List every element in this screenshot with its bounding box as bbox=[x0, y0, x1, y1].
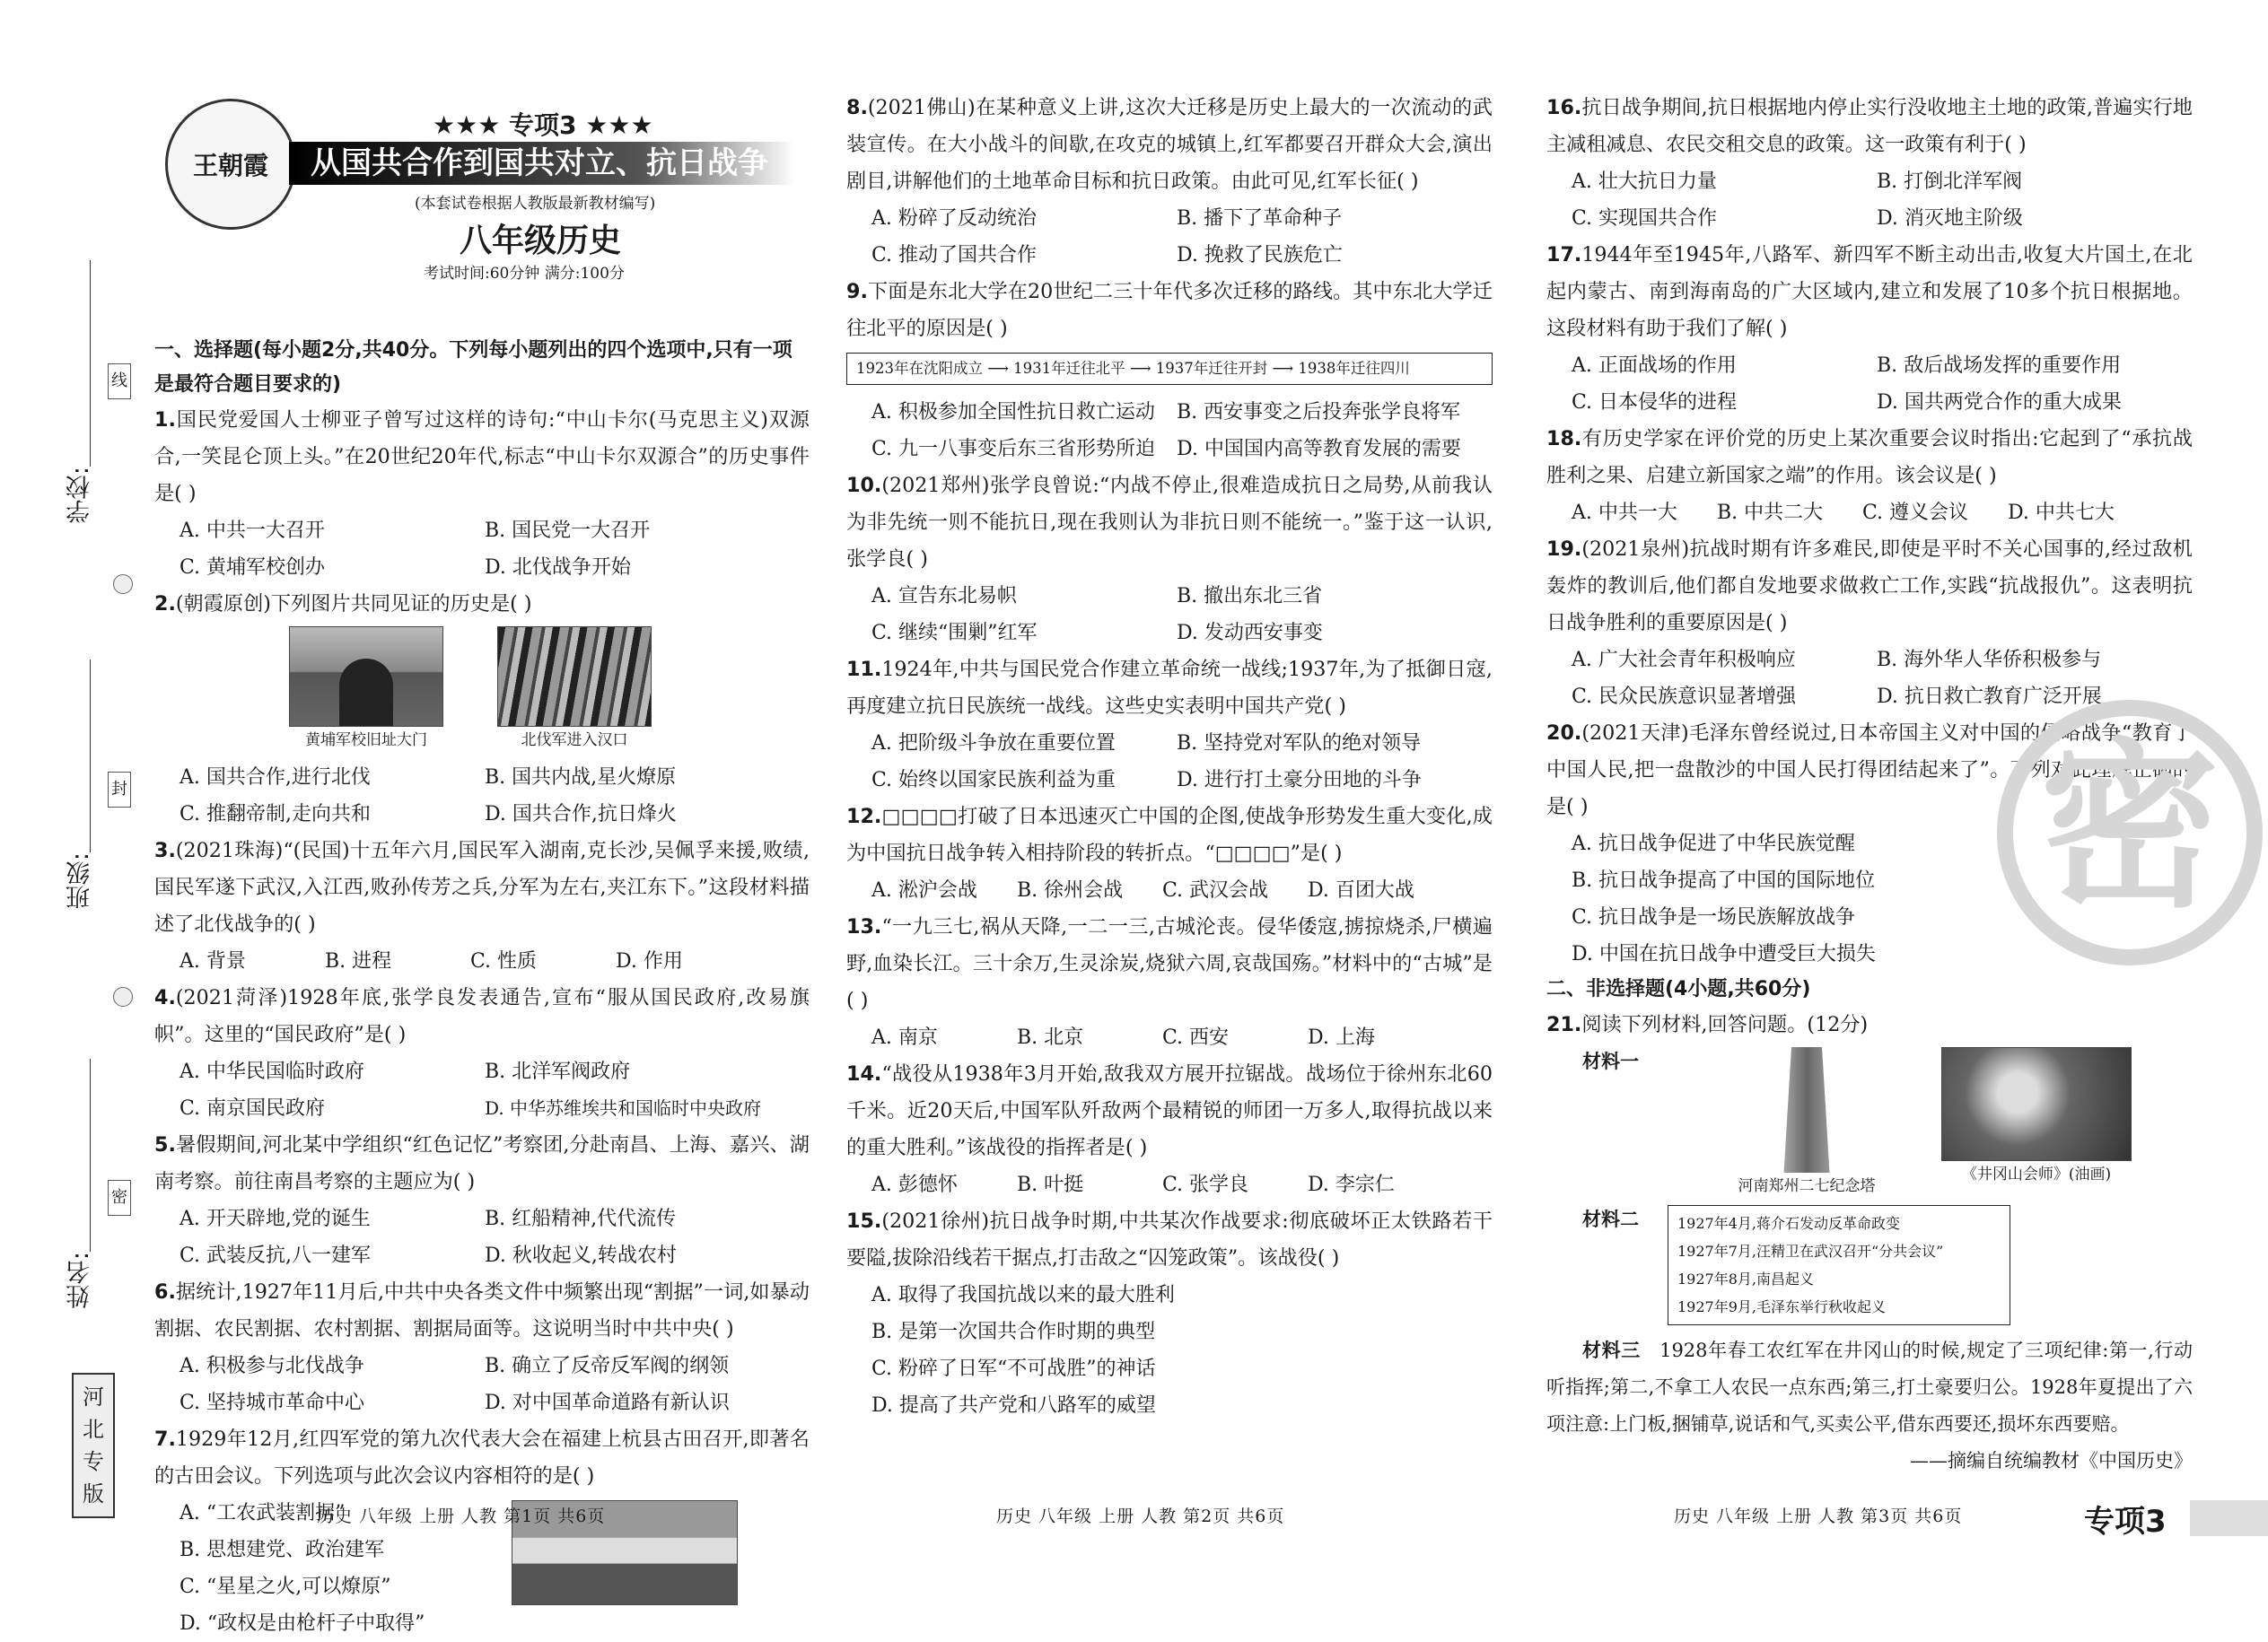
question-text: 有历史学家在评价党的历史上某次重要会议时指出:它起到了“承抗战胜利之果、启建立新国家之端”的作用。该会议是( ) bbox=[1546, 427, 2193, 487]
timeline-entry: 1927年9月,毛泽东举行秋收起义 bbox=[1677, 1298, 1886, 1315]
question-stem bbox=[154, 402, 810, 512]
options bbox=[846, 872, 1493, 909]
material-label: 材料三 bbox=[1582, 1340, 1641, 1361]
province-char: 河 bbox=[83, 1384, 104, 1410]
question-21 bbox=[1546, 1007, 2193, 1480]
question-6 bbox=[154, 1274, 810, 1421]
figure bbox=[497, 626, 652, 754]
question-text: (2021珠海)“(民国)十五年六月,国民军入湖南,克长沙,吴佩孚来援,败绩,国民军遂下武汉,入江西,败孙传芳之兵,分军为左右,夹江东下。”这段材料描述了北伐战争的( ) bbox=[154, 839, 810, 936]
option-c[interactable]: C. 日本侵华的进程 bbox=[1572, 391, 1738, 414]
option-a[interactable]: A. 取得了我国抗战以来的最大胜利 bbox=[871, 1284, 1175, 1306]
options bbox=[154, 759, 810, 833]
question-text: “战役从1938年3月开始,敌我双方展开拉锯战。战场位于徐州东北60千米。近20天后,中国军队歼敌两个最精锐的师团一万多人,取得抗战以来的重大胜利。”该战役的指挥者是( ) bbox=[846, 1062, 1493, 1159]
question-text: 暑假期间,河北某中学组织“红色记忆”考察团,分赴南昌、上海、嘉兴、湖南考察。前往南昌考察的主题应为( ) bbox=[154, 1133, 810, 1193]
question-stem bbox=[1546, 421, 2193, 494]
material-3-text: 1928年春工农红军在井冈山的时候,规定了三项纪律:第一,行动听指挥;第二,不拿工人农民一点东西;第三,打土豪要归公。1928年夏提出了六项注意:上门板,捆铺草,说话和气,买卖公平,借东西要还,损坏东西要赔。 bbox=[1546, 1340, 2194, 1435]
question-text: 据统计,1927年11月后,中共中央各类文件中频繁出现“割据”一词,如暴动割据、农民割据、农村割据、割据局面等。这说明当时中共中央( ) bbox=[154, 1280, 810, 1341]
options bbox=[154, 1201, 810, 1274]
option-a[interactable]: A. 中共一大召开 bbox=[180, 520, 325, 542]
question-number: 4. bbox=[154, 986, 176, 1009]
option-d[interactable]: D. 中国国内高等教育发展的需要 bbox=[1177, 438, 1461, 460]
binding-mark-secret: 密 bbox=[108, 1180, 131, 1216]
question-7 bbox=[154, 1421, 810, 1642]
options bbox=[846, 1019, 1493, 1056]
question-16 bbox=[1546, 90, 2193, 237]
erqi-memorial-tower-photo bbox=[1769, 1047, 1845, 1173]
name-blank-line bbox=[90, 1059, 91, 1252]
option-b[interactable]: B. 国民党一大召开 bbox=[485, 520, 651, 542]
options bbox=[846, 578, 1493, 651]
option-c[interactable]: C. 性质 bbox=[470, 950, 538, 973]
option-d[interactable]: D. “政权是由枪杆子中取得” bbox=[180, 1612, 425, 1635]
option-a[interactable]: A. 积极参加全国性抗日救亡运动 bbox=[871, 401, 1155, 424]
figure-caption: 北伐军进入汉口 bbox=[521, 731, 628, 749]
binding-mark-line: 线 bbox=[108, 363, 131, 399]
question-text: 国民党爱国人士柳亚子曾写过这样的诗句:“中山卡尔(马克思主义)双源合,一笑昆仑顶上头。”在20世纪20年代,标志“中山卡尔双源合”的历史事件是( ) bbox=[154, 408, 810, 505]
material-1 bbox=[1546, 1047, 2193, 1200]
special-item-tag: ★★★ 专项3 ★★★ bbox=[433, 110, 653, 140]
question-11 bbox=[846, 651, 1493, 799]
school-label: 学校: bbox=[66, 467, 94, 524]
migration-timeline: 1923年在沈阳成立 ⟶ 1931年迁往北平 ⟶ 1937年迁往开封 ⟶ 1938年迁往四川 bbox=[846, 353, 1493, 385]
figure bbox=[289, 626, 443, 754]
option-c[interactable]: C. 粉碎了日军“不可战胜”的神话 bbox=[871, 1358, 1156, 1380]
option-c[interactable]: C. 九一八事变后东三省形势所迫 bbox=[871, 438, 1156, 460]
options bbox=[846, 1166, 1493, 1203]
option-a[interactable]: A. 壮大抗日力量 bbox=[1572, 170, 1717, 193]
option-b[interactable]: B. 海外华人华侨积极参与 bbox=[1877, 649, 2102, 671]
northern-expedition-photo bbox=[497, 626, 652, 727]
option-c[interactable]: C. 西安 bbox=[1162, 1026, 1230, 1049]
column-2 bbox=[846, 90, 1493, 1424]
question-3 bbox=[154, 833, 810, 980]
question-number: 12. bbox=[846, 805, 882, 828]
section-2-heading: 二、非选择题(4小题,共60分) bbox=[1546, 978, 1811, 1000]
question-text: 抗日战争期间,抗日根据地内停止实行没收地主土地的政策,普遍实行地主减租减息、农民交租交息的政策。这一政策有利于( ) bbox=[1546, 96, 2193, 156]
question-stem bbox=[1546, 90, 2193, 163]
figure-caption: 黄埔军校旧址大门 bbox=[305, 731, 427, 749]
binding-hole bbox=[113, 987, 133, 1007]
question-text: (2021天津)毛泽东曾经说过,日本帝国主义对中国的侵略战争“教育了中国人民,把一盘散沙的中国人民打得团结起来了”。下列对此理解正确的是( ) bbox=[1546, 721, 2193, 818]
option-d[interactable]: D. 北伐战争开始 bbox=[485, 556, 631, 579]
question-number: 17. bbox=[1546, 243, 1582, 266]
question-stem bbox=[1546, 1007, 2193, 1044]
question-2 bbox=[154, 586, 810, 833]
option-b[interactable]: B. 播下了革命种子 bbox=[1177, 207, 1343, 230]
question-text: (2021徐州)抗日战争时期,中共某次作战要求:彻底破坏正太铁路若干要隘,拔除沿线若干据点,打击敌之“囚笼政策”。该战役( ) bbox=[846, 1210, 1493, 1270]
option-a[interactable]: A. 正面战场的作用 bbox=[1572, 354, 1737, 377]
class-label: 班级: bbox=[66, 852, 94, 910]
question-stem bbox=[1546, 237, 2193, 347]
question-text: (朝霞原创)下列图片共同见证的历史是( ) bbox=[175, 592, 532, 616]
option-c[interactable]: C. 武汉会战 bbox=[1162, 879, 1269, 902]
class-blank-line bbox=[90, 659, 91, 852]
options bbox=[154, 1053, 810, 1127]
question-number: 20. bbox=[1546, 721, 1582, 745]
question-text: (2021菏泽)1928年底,张学良发表通告,宣布“服从国民政府,改易旗帜”。这里的“国民政府”是( ) bbox=[154, 986, 810, 1046]
edition-note: (本套试卷根据人教版最新教材编写) bbox=[415, 195, 656, 213]
option-c[interactable]: C. 遵义会议 bbox=[1862, 502, 1969, 524]
option-d[interactable]: D. 秋收起义,转战农村 bbox=[485, 1245, 677, 1267]
question-text: □□□□打破了日本迅速灭亡中国的企图,使战争形势发生重大变化,成为中国抗日战争转入相持阶段的转折点。“□□□□”是( ) bbox=[846, 805, 1493, 865]
question-stem bbox=[846, 274, 1493, 347]
binding-sidebar bbox=[0, 0, 127, 1605]
figure bbox=[1941, 1047, 2132, 1188]
page-footer-3: 历史 八年级 上册 人教 第3页 共6页 bbox=[1674, 1507, 1963, 1526]
question-stem bbox=[846, 651, 1493, 725]
question-stem bbox=[154, 1421, 810, 1495]
options bbox=[846, 725, 1493, 799]
material-3-source: ——摘编自统编教材《中国历史》 bbox=[1910, 1450, 2193, 1472]
option-c[interactable]: C. 民众民族意识显著增强 bbox=[1572, 686, 1797, 708]
option-c[interactable]: C. 武装反抗,八一建军 bbox=[180, 1245, 372, 1267]
province-char: 专 bbox=[83, 1449, 104, 1474]
option-a[interactable]: A. 积极参与北伐战争 bbox=[180, 1355, 364, 1377]
question-text: (2021郑州)张学良曾说:“内战不停止,很难造成抗日之局势,从前我认为非先统一则不能抗日,现在我则认为非抗日则不能统一。”鉴于这一认识,张学良( ) bbox=[846, 474, 1493, 571]
question-stem bbox=[846, 799, 1493, 872]
question-text: 1929年12月,红四军党的第九次代表大会在福建上杭县古田召开,即著名的古田会议。下列选项与此次会议内容相符的是( ) bbox=[154, 1428, 810, 1488]
option-b[interactable]: B. 撤出东北三省 bbox=[1177, 585, 1323, 607]
option-c[interactable]: C. 推动了国共合作 bbox=[871, 244, 1038, 266]
option-b[interactable]: B. 西安事变之后投奔张学良将军 bbox=[1177, 401, 1461, 424]
option-a[interactable]: A. 把阶级斗争放在重要位置 bbox=[871, 732, 1116, 755]
question-number: 15. bbox=[846, 1210, 882, 1233]
option-b[interactable]: B. 国共内战,星火燎原 bbox=[485, 766, 677, 789]
option-a[interactable]: A. 中华民国临时政府 bbox=[180, 1061, 364, 1083]
question-text: 1924年,中共与国民党合作建立革命统一战线;1937年,为了抵御日寇,再度建立抗日民族统一战线。这些史实表明中国共产党( ) bbox=[846, 658, 1493, 718]
option-b[interactable]: B. 北京 bbox=[1017, 1026, 1084, 1049]
option-d[interactable]: D. 中国在抗日战争中遭受巨大损失 bbox=[1572, 943, 1876, 965]
options bbox=[846, 394, 1493, 467]
option-d[interactable]: D. 李宗仁 bbox=[1308, 1174, 1395, 1196]
question-number: 14. bbox=[846, 1062, 882, 1086]
material-3 bbox=[1546, 1332, 2193, 1443]
timeline-entry: 1927年8月,南昌起义 bbox=[1677, 1271, 1814, 1288]
question-stem bbox=[1546, 531, 2193, 642]
question-8 bbox=[846, 90, 1493, 274]
options bbox=[1546, 494, 2193, 531]
question-number: 6. bbox=[154, 1280, 176, 1304]
options bbox=[154, 943, 810, 980]
option-d[interactable]: D. 消灭地主阶级 bbox=[1877, 207, 2023, 230]
grade-subject: 八年级历史 bbox=[460, 223, 622, 259]
question-4 bbox=[154, 980, 810, 1127]
question-number: 2. bbox=[154, 592, 176, 616]
question-number: 11. bbox=[846, 658, 882, 681]
option-a[interactable]: A. 国共合作,进行北伐 bbox=[180, 766, 371, 789]
figure bbox=[1708, 1047, 1905, 1200]
page-footer-1: 历史 八年级 上册 人教 第1页 共6页 bbox=[317, 1507, 606, 1526]
option-d[interactable]: D. 发动西安事变 bbox=[1177, 622, 1323, 644]
material-label: 材料一 bbox=[1582, 1051, 1639, 1072]
question-number: 18. bbox=[1546, 427, 1582, 450]
material-label: 材料二 bbox=[1582, 1209, 1639, 1230]
option-a[interactable]: A. “工农武装割据” bbox=[180, 1502, 346, 1524]
binding-hole bbox=[113, 574, 133, 594]
option-a[interactable]: A. 宣告东北易帜 bbox=[871, 585, 1017, 607]
whampoa-gate-photo bbox=[289, 626, 443, 727]
option-b[interactable]: B. 确立了反帝反军阀的纲领 bbox=[485, 1355, 730, 1377]
binding-mark-seal: 封 bbox=[108, 772, 131, 808]
question-13 bbox=[846, 909, 1493, 1056]
option-c[interactable]: C. “星星之火,可以燎原” bbox=[180, 1576, 391, 1598]
option-d[interactable]: D. 国共合作,抗日烽火 bbox=[485, 803, 677, 825]
jinggangshan-painting bbox=[1941, 1047, 2132, 1161]
material-2-box bbox=[1668, 1205, 2010, 1325]
column-1 bbox=[154, 334, 810, 1642]
option-a[interactable]: A. 淞沪会战 bbox=[871, 879, 977, 902]
option-a[interactable]: A. 抗日战争促进了中华民族觉醒 bbox=[1572, 833, 1855, 855]
option-c[interactable]: C. 实现国共合作 bbox=[1572, 207, 1718, 230]
province-char: 北 bbox=[83, 1417, 104, 1442]
timeline-entry: 1927年7月,汪精卫在武汉召开“分共会议” bbox=[1677, 1243, 1944, 1260]
option-c[interactable]: C. 继续“围剿”红军 bbox=[871, 622, 1038, 644]
question-stem bbox=[846, 1056, 1493, 1166]
question-19 bbox=[1546, 531, 2193, 715]
material-2 bbox=[1546, 1205, 2193, 1325]
name-label: 姓名: bbox=[66, 1252, 94, 1309]
figure-caption: 河南郑州二七纪念塔 bbox=[1738, 1177, 1876, 1195]
school-blank-line bbox=[90, 260, 91, 467]
option-d[interactable]: D. 提高了共产党和八路军的威望 bbox=[871, 1394, 1156, 1417]
watermark-seal: 密 bbox=[1997, 700, 2263, 965]
options bbox=[1546, 163, 2193, 237]
option-b[interactable]: B. 打倒北洋军阀 bbox=[1877, 170, 2023, 193]
question-number: 7. bbox=[154, 1428, 176, 1451]
question-stem bbox=[846, 467, 1493, 578]
option-a[interactable]: A. 开天辟地,党的诞生 bbox=[180, 1208, 371, 1230]
question-12 bbox=[846, 799, 1493, 909]
options bbox=[846, 1277, 1493, 1424]
section-1-heading: 一、选择题(每小题2分,共40分。下列每小题列出的四个选项中,只有一项是最符合题目要求的) bbox=[154, 339, 792, 396]
option-d[interactable]: D. 对中国革命道路有新认识 bbox=[485, 1392, 730, 1414]
question-text: 下面是东北大学在20世纪二三十年代多次迁移的路线。其中东北大学迁往北平的原因是( ) bbox=[846, 280, 1493, 340]
question-text: (2021佛山)在某种意义上讲,这次大迁移是历史上最大的一次流动的武装宣传。在大小战斗的间歇,在攻克的城镇上,红军都要召开群众大会,演出剧目,讲解他们的土地革命目标和抗日政策。由此可见,红军长征( ) bbox=[846, 96, 1493, 193]
province-char: 版 bbox=[83, 1481, 104, 1507]
option-a[interactable]: A. 南京 bbox=[871, 1026, 938, 1049]
question-stem bbox=[154, 833, 810, 943]
option-d[interactable]: D. 上海 bbox=[1308, 1026, 1375, 1049]
question-1 bbox=[154, 402, 810, 586]
option-b[interactable]: B. 坚持党对军队的绝对领导 bbox=[1177, 732, 1422, 755]
question-number: 8. bbox=[846, 96, 868, 119]
question-number: 5. bbox=[154, 1133, 176, 1157]
options bbox=[846, 200, 1493, 274]
question-stem bbox=[846, 909, 1493, 1019]
option-c[interactable]: C. 始终以国家民族利益为重 bbox=[871, 769, 1116, 791]
option-c[interactable]: C. 南京国民政府 bbox=[180, 1097, 326, 1120]
question-number: 19. bbox=[1546, 537, 1582, 561]
option-b[interactable]: B. 红船精神,代代流传 bbox=[485, 1208, 677, 1230]
options bbox=[154, 1348, 810, 1421]
page-footer-2: 历史 八年级 上册 人教 第2页 共6页 bbox=[996, 1507, 1285, 1526]
option-b[interactable]: B. 是第一次国共合作时期的典型 bbox=[871, 1321, 1156, 1343]
option-a[interactable]: A. 粉碎了反动统治 bbox=[871, 207, 1037, 230]
options bbox=[154, 512, 810, 586]
option-a[interactable]: A. 彭德怀 bbox=[871, 1174, 958, 1196]
option-b[interactable]: B. 叶挺 bbox=[1017, 1174, 1084, 1196]
exam-time: 考试时间:60分钟 满分:100分 bbox=[424, 265, 625, 283]
question-stem bbox=[154, 1127, 810, 1201]
question-stem bbox=[846, 90, 1493, 200]
question-17 bbox=[1546, 237, 2193, 421]
question-18 bbox=[1546, 421, 2193, 531]
option-c[interactable]: C. 推翻帝制,走向共和 bbox=[180, 803, 372, 825]
question-9 bbox=[846, 274, 1493, 467]
question-number: 9. bbox=[846, 280, 868, 303]
option-d[interactable]: D. 中共七大 bbox=[2008, 502, 2115, 524]
paper-header bbox=[154, 90, 810, 332]
option-d[interactable]: D. 抗日救亡教育广泛开展 bbox=[1877, 686, 2102, 708]
question-text: 阅读下列材料,回答问题。(12分) bbox=[1581, 1013, 1869, 1036]
options bbox=[1546, 347, 2193, 421]
option-a[interactable]: A. 中共一大 bbox=[1572, 502, 1677, 524]
option-d[interactable]: D. 国共两党合作的重大成果 bbox=[1877, 391, 2122, 414]
option-d[interactable]: D. 作用 bbox=[616, 950, 683, 973]
question-number: 16. bbox=[1546, 96, 1582, 119]
option-d[interactable]: D. 进行打土豪分田地的斗争 bbox=[1177, 769, 1422, 791]
question-text: (2021泉州)抗战时期有许多难民,即使是平时不关心国事的,经过敌机轰炸的教训后,他们都自发地要求做救亡工作,实践“抗战报仇”。这表明抗日战争胜利的重要原因是( ) bbox=[1546, 537, 2193, 634]
question-number: 13. bbox=[846, 915, 882, 939]
option-b[interactable]: B. 思想建党、政治建军 bbox=[180, 1539, 385, 1561]
question-number: 3. bbox=[154, 839, 176, 862]
question-14 bbox=[846, 1056, 1493, 1203]
badge-bar bbox=[2190, 1500, 2268, 1536]
figure-caption: 《井冈山会师》(油画) bbox=[1961, 1166, 2112, 1183]
option-c[interactable]: C. 抗日战争是一场民族解放战争 bbox=[1572, 906, 1856, 929]
province-edition-box bbox=[72, 1373, 115, 1518]
question-number: 10. bbox=[846, 474, 882, 497]
figure-row bbox=[154, 626, 810, 754]
option-a[interactable]: A. 背景 bbox=[180, 950, 246, 973]
option-d[interactable]: D. 百团大战 bbox=[1308, 879, 1414, 902]
option-b[interactable]: B. 敌后战场发挥的重要作用 bbox=[1877, 354, 2122, 377]
question-stem bbox=[846, 1203, 1493, 1277]
option-b[interactable]: B. 进程 bbox=[325, 950, 392, 973]
timeline-entry: 1927年4月,蒋介石发动反革命政变 bbox=[1677, 1215, 1900, 1232]
option-d[interactable]: D. 挽救了民族危亡 bbox=[1177, 244, 1343, 266]
option-c[interactable]: C. 张学良 bbox=[1162, 1174, 1249, 1196]
question-5 bbox=[154, 1127, 810, 1274]
option-a[interactable]: A. 广大社会青年积极响应 bbox=[1572, 649, 1796, 671]
option-b[interactable]: B. 抗日战争提高了中国的国际地位 bbox=[1572, 869, 1876, 892]
option-d[interactable]: D. 中华苏维埃共和国临时中央政府 bbox=[485, 1097, 762, 1119]
option-b[interactable]: B. 北洋军阀政府 bbox=[485, 1061, 631, 1083]
option-c[interactable]: C. 坚持城市革命中心 bbox=[180, 1392, 365, 1414]
question-15 bbox=[846, 1203, 1493, 1424]
paper-title: 从国共合作到国共对立、抗日战争 bbox=[289, 142, 795, 185]
option-b[interactable]: B. 中共二大 bbox=[1717, 502, 1824, 524]
question-number: 1. bbox=[154, 408, 176, 432]
special-item-badge: 专项3 bbox=[2084, 1504, 2167, 1540]
question-stem bbox=[154, 1274, 810, 1348]
question-stem bbox=[154, 586, 810, 623]
question-10 bbox=[846, 467, 1493, 651]
question-text: “一九三七,祸从天降,一二一三,古城沦丧。侵华倭寇,掳掠烧杀,尸横遍野,血染长江。三十余万,生灵涂炭,烧狱六周,哀哉国殇。”材料中的“古城”是( ) bbox=[846, 915, 1493, 1012]
question-stem bbox=[154, 980, 810, 1053]
question-text: 1944年至1945年,八路军、新四军不断主动出击,收复大片国土,在北起内蒙古、南到海南岛的广大区域内,建立和发展了10多个抗日根据地。这段材料有助于我们了解( ) bbox=[1546, 243, 2193, 340]
question-number: 21. bbox=[1546, 1013, 1582, 1036]
brand-logo: 王朝霞 bbox=[165, 99, 296, 230]
option-b[interactable]: B. 徐州会战 bbox=[1017, 879, 1124, 902]
option-c[interactable]: C. 黄埔军校创办 bbox=[180, 556, 326, 579]
